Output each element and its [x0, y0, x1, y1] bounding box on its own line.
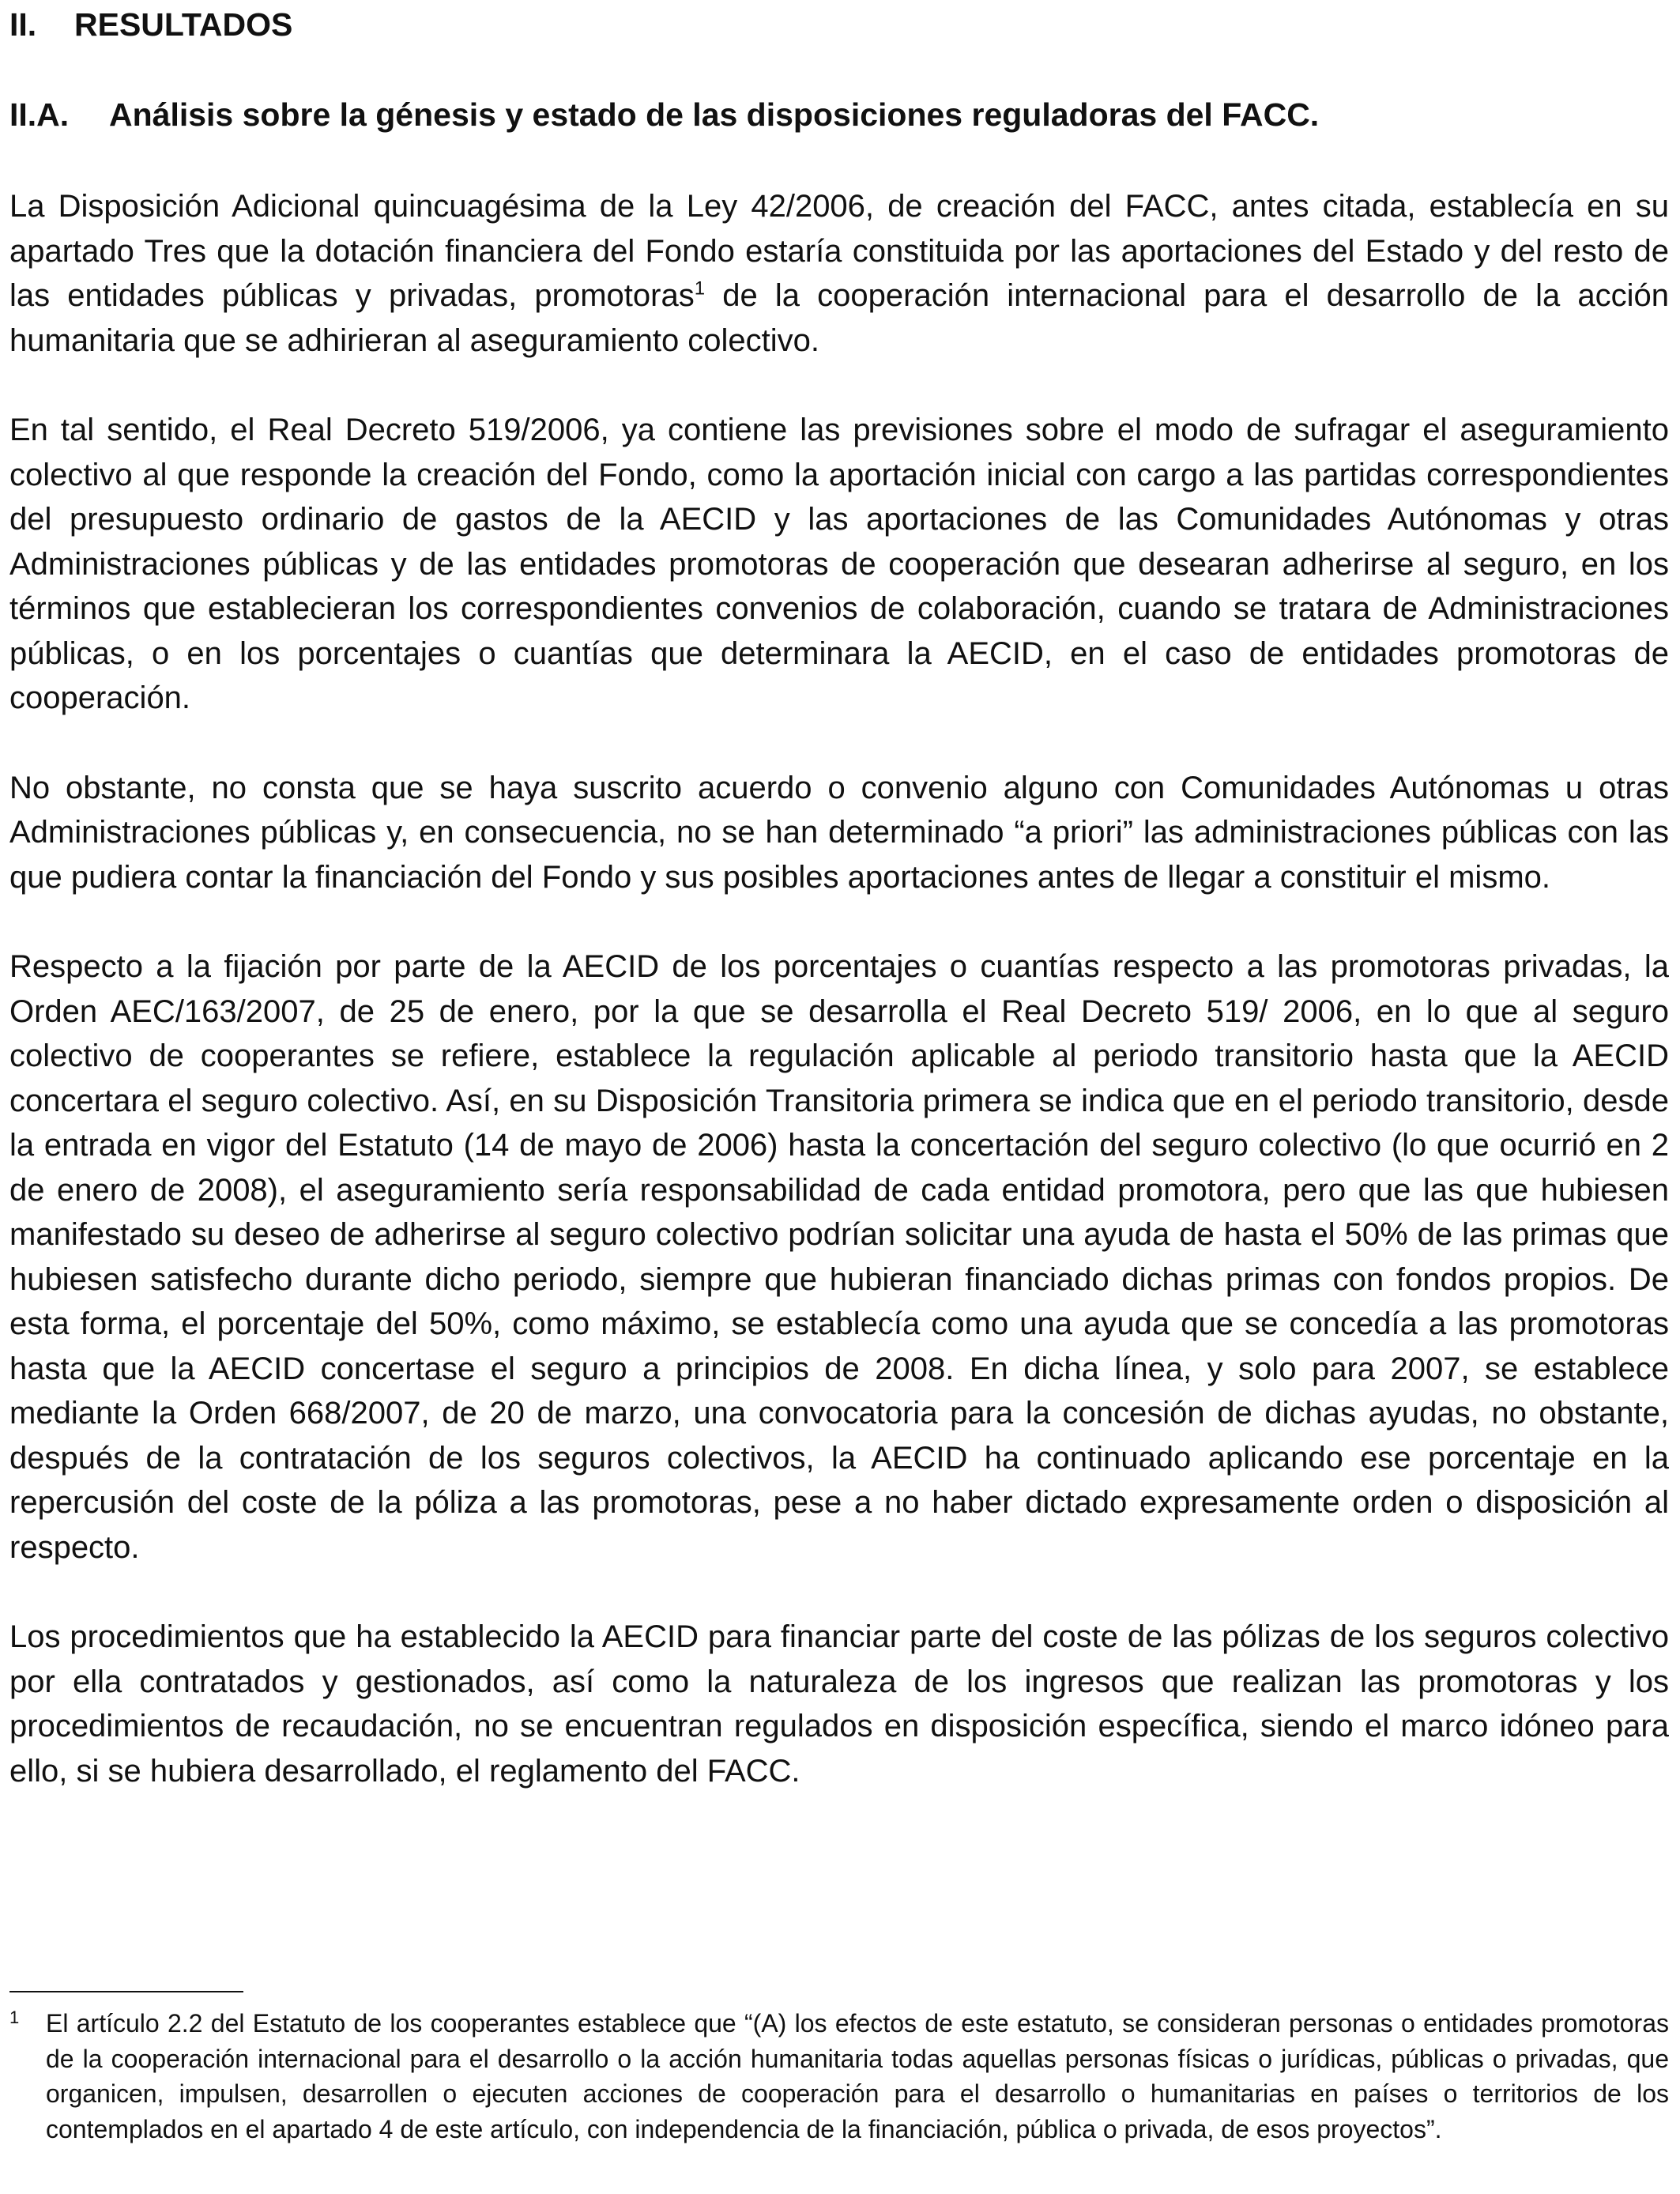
footnote-number: 1 [9, 2007, 20, 2027]
footnote-reference[interactable]: 1 [694, 277, 706, 300]
footnote-text: El artículo 2.2 del Estatuto de los cooperantes establece que “(A) los efectos de este estatuto, se consideran personas o entidades promotoras de la cooperación internacional para el desarrollo o la acción humanitaria todas aquellas personas físicas o jurídicas, públicas o privadas, que organicen, impulsen, desarrollen o ejecuten acciones de cooperación para el desarrollo o humanitarias en países o territorios de los contemplados en el apartado 4 de este artículo, con independencia de la financiación, pública o privada, de esos proyectos”. [46, 2009, 1669, 2143]
paragraph-1-text-a: La Disposición Adicional quincuagésima de la Ley 42/2006, de creación del FACC, antes citada, establecía en su apartado Tres que la dotación financiera del Fondo estaría constituida por las aportaciones del Estado y del resto de las entidades públicas y privadas, promotoras [9, 189, 1669, 313]
paragraph-3: No obstante, no consta que se haya suscrito acuerdo o convenio alguno con Comunidades Autónomas u otras Administraciones públicas y, en consecuencia, no se han determinado “a priori” las administraciones públicas con las que pudiera contar la financiación del Fondo y sus posibles aportaciones antes de llegar a constituir el mismo. [9, 770, 1669, 895]
subsection-number: II.A. [9, 96, 70, 133]
paragraph-4: Respecto a la fijación por parte de la AECID de los porcentajes o cuantías respecto a las promotoras privadas, la Orden AEC/163/2007, de 25 de enero, por la que se desarrolla el Real Decreto 519/ 2006, en lo que al seguro colectivo de cooperantes se refiere, establece la regulación aplicable al periodo transitorio hasta que la AECID concertara el seguro colectivo. Así, en su Disposición Transitoria primera se indica que en el periodo transitorio, desde la entrada en vigor del Estatuto (14 de mayo de 2006) hasta la concertación del seguro colectivo (lo que ocurrió en 2 de enero de 2008), el aseguramiento sería responsabilidad de cada entidad promotora, pero que las que hubiesen manifestado su deseo de adherirse al seguro colectivo podrían solicitar una ayuda de hasta el 50% de las primas que hubiesen satisfecho durante dicho periodo, siempre que hubieran financiado dichas primas con fondos propios. De esta forma, el porcentaje del 50%, como máximo, se establecía como una ayuda que se concedía a las promotoras hasta que la AECID concertase el seguro a principios de 2008. En dicha línea, y solo para 2007, se establece mediante la Orden 668/2007, de 20 de marzo, una convocatoria para la concesión de dichas ayudas, no obstante, después de la contratación de los seguros colectivos, la AECID ha continuado aplicando ese porcentaje en la repercusión del coste de la póliza a las promotoras, pese a no haber dictado expresamente orden o disposición al respecto. [9, 949, 1669, 1565]
paragraph-5: Los procedimientos que ha establecido la AECID para financiar parte del coste de las pólizas de los seguros colectivo por ella contratados y gestionados, así como la naturaleza de los ingresos que realizan las promotoras y los procedimientos de recaudación, no se encuentran regulados en disposición específica, siendo el marco idóneo para ello, si se hubiera desarrollado, el reglamento del FACC. [9, 1619, 1669, 1789]
document-body [9, 0, 1669, 1793]
section-number: II. [9, 6, 37, 43]
subsection-title: Análisis sobre la génesis y estado de las disposiciones reguladoras del FACC. [109, 96, 1320, 133]
subsection-heading [9, 92, 1669, 137]
footnote-divider [9, 1991, 243, 1992]
paragraph-2: En tal sentido, el Real Decreto 519/2006, ya contiene las previsiones sobre el modo de sufragar el aseguramiento colectivo al que responde la creación del Fondo, como la aportación inicial con cargo a las partidas correspondientes del presupuesto ordinario de gastos de la AECID y las aportaciones de las Comunidades Autónomas y otras Administraciones públicas y de las entidades promotoras de cooperación que desearan adherirse al seguro, en los términos que establecieran los correspondientes convenios de colaboración, cuando se tratara de Administraciones públicas, o en los porcentajes o cuantías que determinara la AECID, en el caso de entidades promotoras de cooperación. [9, 413, 1669, 715]
paragraph-1 [9, 184, 1669, 363]
paragraph-1-text-b: de la cooperación internacional para el desarrollo de la acción humanitaria que se adhirieran al aseguramiento colectivo. [9, 278, 1670, 358]
footnote [9, 2006, 1669, 2194]
section-title: RESULTADOS [74, 6, 293, 43]
section-heading [9, 0, 1669, 47]
